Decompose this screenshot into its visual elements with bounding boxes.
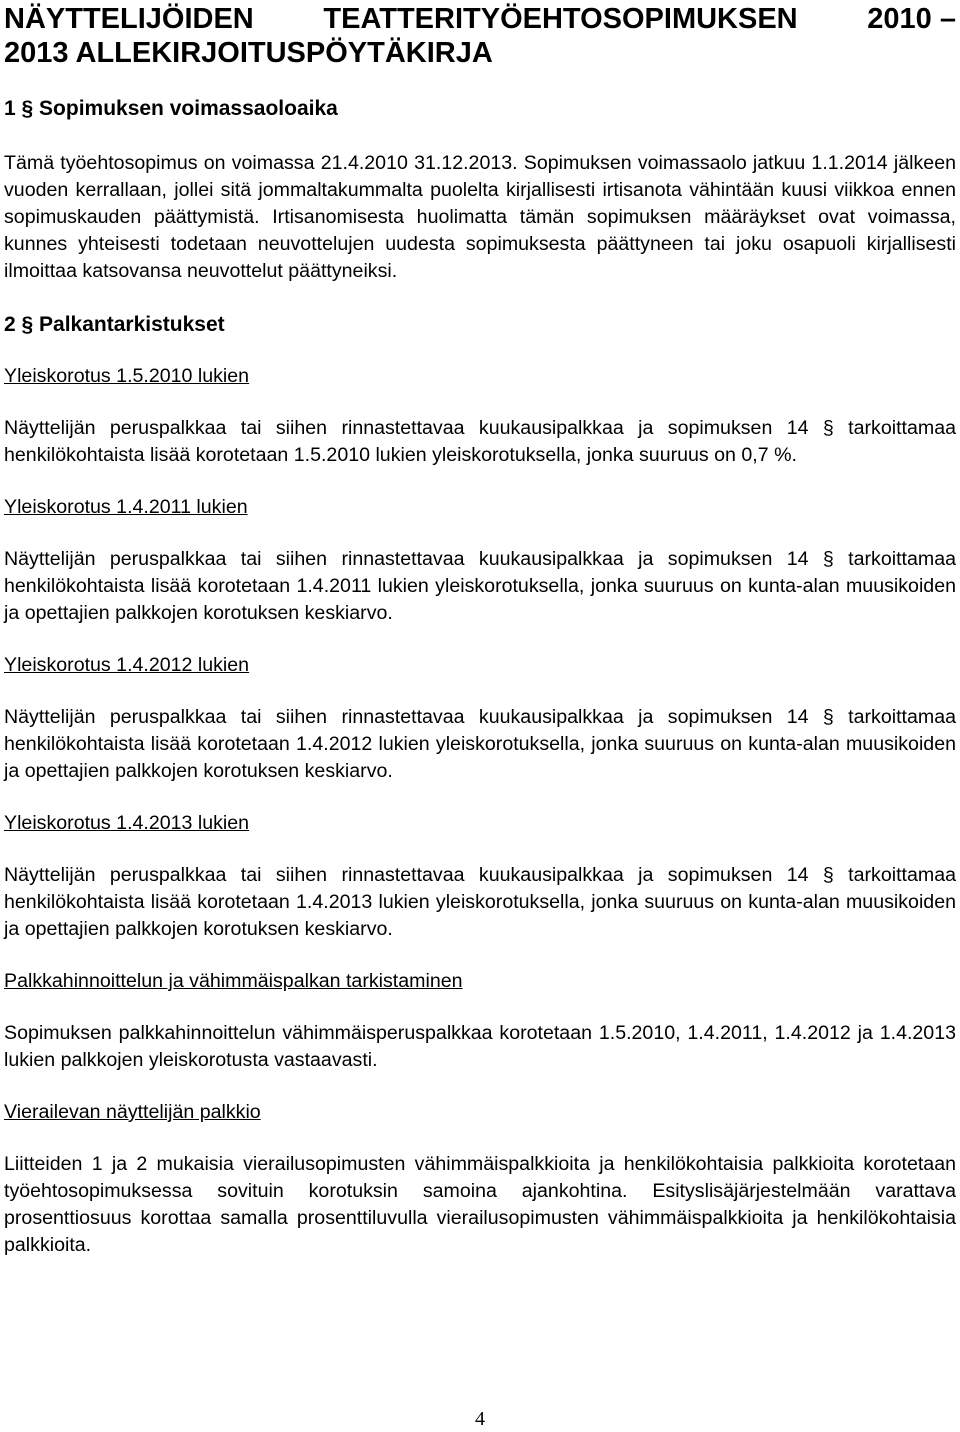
- guest-fee-label: Vierailevan näyttelijän palkkio: [4, 1101, 261, 1123]
- page-number: 4: [475, 1408, 485, 1430]
- increase-2012-label: Yleiskorotus 1.4.2012 lukien: [4, 654, 250, 676]
- section-1-paragraph: Tämä työehtosopimus on voimassa 21.4.2010 31.12.2013. Sopimuksen voimassaolo jatkuu 1.1.2014 jälkeen vuoden kerrallaan, jollei sitä jommaltakummalta puolelta kirjallisesti irtisanota vähintään kuusi viikkoa ennen sopimuskauden päättymistä. Irtisanomisesta huolimatta tämän sopimuksen määräykset ovat voimassa, kunnes yhteisesti todetaan neuvottelujen uudesta sopimuksesta päättyneen tai joku osapuoli kirjallisesti ilmoittaa katsovansa neuvottelut päättyneiksi.: [4, 152, 956, 282]
- section-1-heading: 1 § Sopimuksen voimassaoloaika: [4, 97, 338, 120]
- title-line-2: 2013 ALLEKIRJOITUSPÖYTÄKIRJA: [4, 37, 493, 69]
- document-page: [4, 0, 956, 1259]
- increase-2013-paragraph: Näyttelijän peruspalkkaa tai siihen rinnastettavaa kuukausipalkkaa ja sopimuksen 14 § tarkoittamaa henkilökohtaista lisää korotetaan 1.4.2013 lukien yleiskorotuksella, jonka suuruus on kunta-alan muusikoiden ja opettajien palkkojen korotuksen keskiarvo.: [4, 864, 956, 940]
- increase-2013-label: Yleiskorotus 1.4.2013 lukien: [4, 812, 250, 834]
- title-word-2: TEATTERITYÖEHTOSOPIMUKSEN: [323, 3, 798, 35]
- increase-2012-paragraph: Näyttelijän peruspalkkaa tai siihen rinnastettavaa kuukausipalkkaa ja sopimuksen 14 § tarkoittamaa henkilökohtaista lisää korotetaan 1.4.2012 lukien yleiskorotuksella, jonka suuruus on kunta-alan muusikoiden ja opettajien palkkojen korotuksen keskiarvo.: [4, 706, 956, 782]
- increase-2011-paragraph: Näyttelijän peruspalkkaa tai siihen rinnastettavaa kuukausipalkkaa ja sopimuksen 14 § tarkoittamaa henkilökohtaista lisää korotetaan 1.4.2011 lukien yleiskorotuksella, jonka suuruus on kunta-alan muusikoiden ja opettajien palkkojen korotuksen keskiarvo.: [4, 548, 956, 624]
- increase-2011-label: Yleiskorotus 1.4.2011 lukien: [4, 496, 248, 518]
- title-word-1: NÄYTTELIJÖIDEN: [4, 3, 254, 35]
- guest-fee-paragraph: Liitteiden 1 ja 2 mukaisia vierailusopimusten vähimmäispalkkioita ja henkilökohtaisia palkkioita korotetaan työehtosopimuksessa sovituin korotuksin samoina ajankohtina. Esityslisäjärjestelmään varattava prosenttiosuus korottaa samalla prosenttiluvulla vierailusopimusten vähimmäispalkkioita ja henkilökohtaisia palkkioita.: [4, 1153, 956, 1256]
- increase-2010-label: Yleiskorotus 1.5.2010 lukien: [4, 365, 250, 387]
- section-2-heading: 2 § Palkantarkistukset: [4, 313, 225, 336]
- document-title: [4, 2, 956, 70]
- pricing-paragraph: Sopimuksen palkkahinnoittelun vähimmäisperuspalkkaa korotetaan 1.5.2010, 1.4.2011, 1.4.2012 ja 1.4.2013 lukien palkkojen yleiskorotusta vastaavasti.: [4, 1022, 956, 1071]
- pricing-label: Palkkahinnoittelun ja vähimmäispalkan tarkistaminen: [4, 970, 463, 992]
- increase-2010-paragraph: Näyttelijän peruspalkkaa tai siihen rinnastettavaa kuukausipalkkaa ja sopimuksen 14 § tarkoittamaa henkilökohtaista lisää korotetaan 1.5.2010 lukien yleiskorotuksella, jonka suuruus on 0,7 %.: [4, 417, 956, 466]
- title-word-3: 2010 –: [867, 3, 956, 35]
